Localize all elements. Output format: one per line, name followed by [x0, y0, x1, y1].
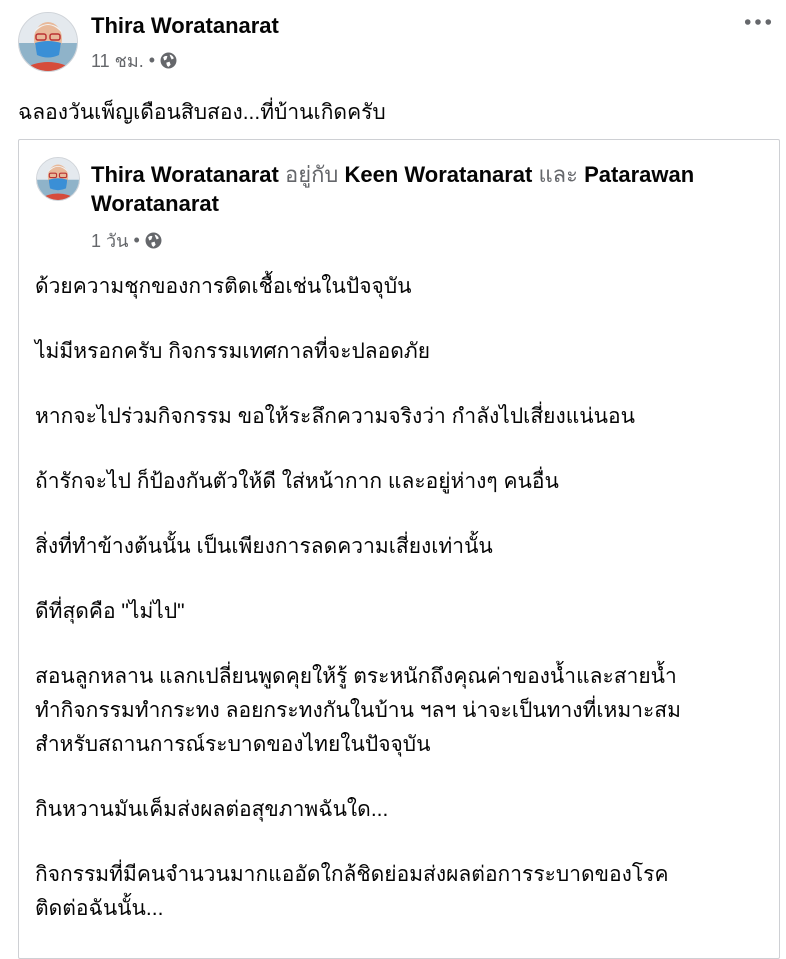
- more-options-icon: [744, 18, 772, 26]
- text-line: สิ่งที่ทำข้างต้นนั้น เป็นเพียงการลดความเสี่ยงเท่านั้น: [35, 535, 493, 558]
- text-line: สอนลูกหลาน แลกเปลี่ยนพูดคุยให้รู้ ตระหนักถึงคุณค่าของน้ำและสายน้ำ: [35, 665, 677, 688]
- text-line: ดีที่สุดคือ "ไม่ไป": [35, 600, 185, 623]
- text-line: ด้วยความชุกของการติดเชื้อเช่นในปัจจุบัน: [35, 275, 412, 298]
- text-line: หากจะไปร่วมกิจกรรม ขอให้ระลึกความจริงว่า กำลังไปเสี่ยงแน่นอน: [35, 405, 635, 428]
- paragraph: [35, 530, 765, 564]
- text-line: ทำกิจกรรมทำกระทง ลอยกระทงกันในบ้าน ฯลฯ น่าจะเป็นทางที่เหมาะสม: [35, 699, 681, 722]
- meta-separator: •: [148, 50, 156, 70]
- shared-author-name[interactable]: Thira Woratanarat: [91, 162, 279, 187]
- shared-post-card[interactable]: [18, 139, 780, 959]
- post-header: [18, 12, 778, 72]
- avatar-image: [37, 158, 79, 200]
- author-avatar[interactable]: [18, 12, 78, 72]
- paragraph: [35, 595, 765, 629]
- shared-post-meta: [91, 226, 162, 255]
- globe-icon[interactable]: [160, 52, 177, 69]
- tagged-user-keen[interactable]: Keen Woratanarat: [344, 162, 533, 187]
- more-options-button[interactable]: [738, 10, 778, 34]
- paragraph: [35, 465, 765, 499]
- text-line: กินหวานมันเค็มส่งผลต่อสุขภาพฉันใด...: [35, 798, 389, 821]
- post-time[interactable]: 11 ชม.: [91, 51, 144, 71]
- shared-author-avatar[interactable]: [36, 157, 80, 201]
- tagged-user-patarawan[interactable]: Patarawan Woratanarat: [91, 162, 695, 216]
- shared-post-heading: [91, 160, 741, 218]
- meta-separator: •: [133, 230, 140, 250]
- paragraph: [35, 270, 765, 304]
- shared-post-body: [35, 270, 765, 957]
- globe-icon[interactable]: [145, 232, 162, 249]
- post-text: ฉลองวันเพ็ญเดือนสิบสอง...ที่บ้านเกิดครับ: [18, 101, 386, 124]
- paragraph: [35, 400, 765, 434]
- and-word: และ: [538, 162, 578, 187]
- text-line: ติดต่อฉันนั้น...: [35, 897, 164, 920]
- text-line: ไม่มีหรอกครับ กิจกรรมเทศกาลที่จะปลอดภัย: [35, 340, 431, 363]
- text-line: สำหรับสถานการณ์ระบาดของไทยในปัจจุบัน: [35, 733, 431, 756]
- avatar-image: [19, 13, 77, 71]
- author-name[interactable]: Thira Woratanarat: [91, 13, 279, 38]
- with-word: อยู่กับ: [284, 162, 339, 187]
- paragraph: [35, 335, 765, 369]
- paragraph: [35, 793, 765, 827]
- shared-post-time[interactable]: 1 วัน: [91, 231, 129, 251]
- paragraph: [35, 858, 765, 926]
- post-meta: [91, 46, 177, 75]
- text-line: กิจกรรมที่มีคนจำนวนมากแออัดใกล้ชิดย่อมส่งผลต่อการระบาดของโรค: [35, 863, 669, 886]
- text-line: ถ้ารักจะไป ก็ป้องกันตัวให้ดี ใส่หน้ากาก และอยู่ห่างๆ คนอื่น: [35, 470, 559, 493]
- paragraph: [35, 660, 765, 762]
